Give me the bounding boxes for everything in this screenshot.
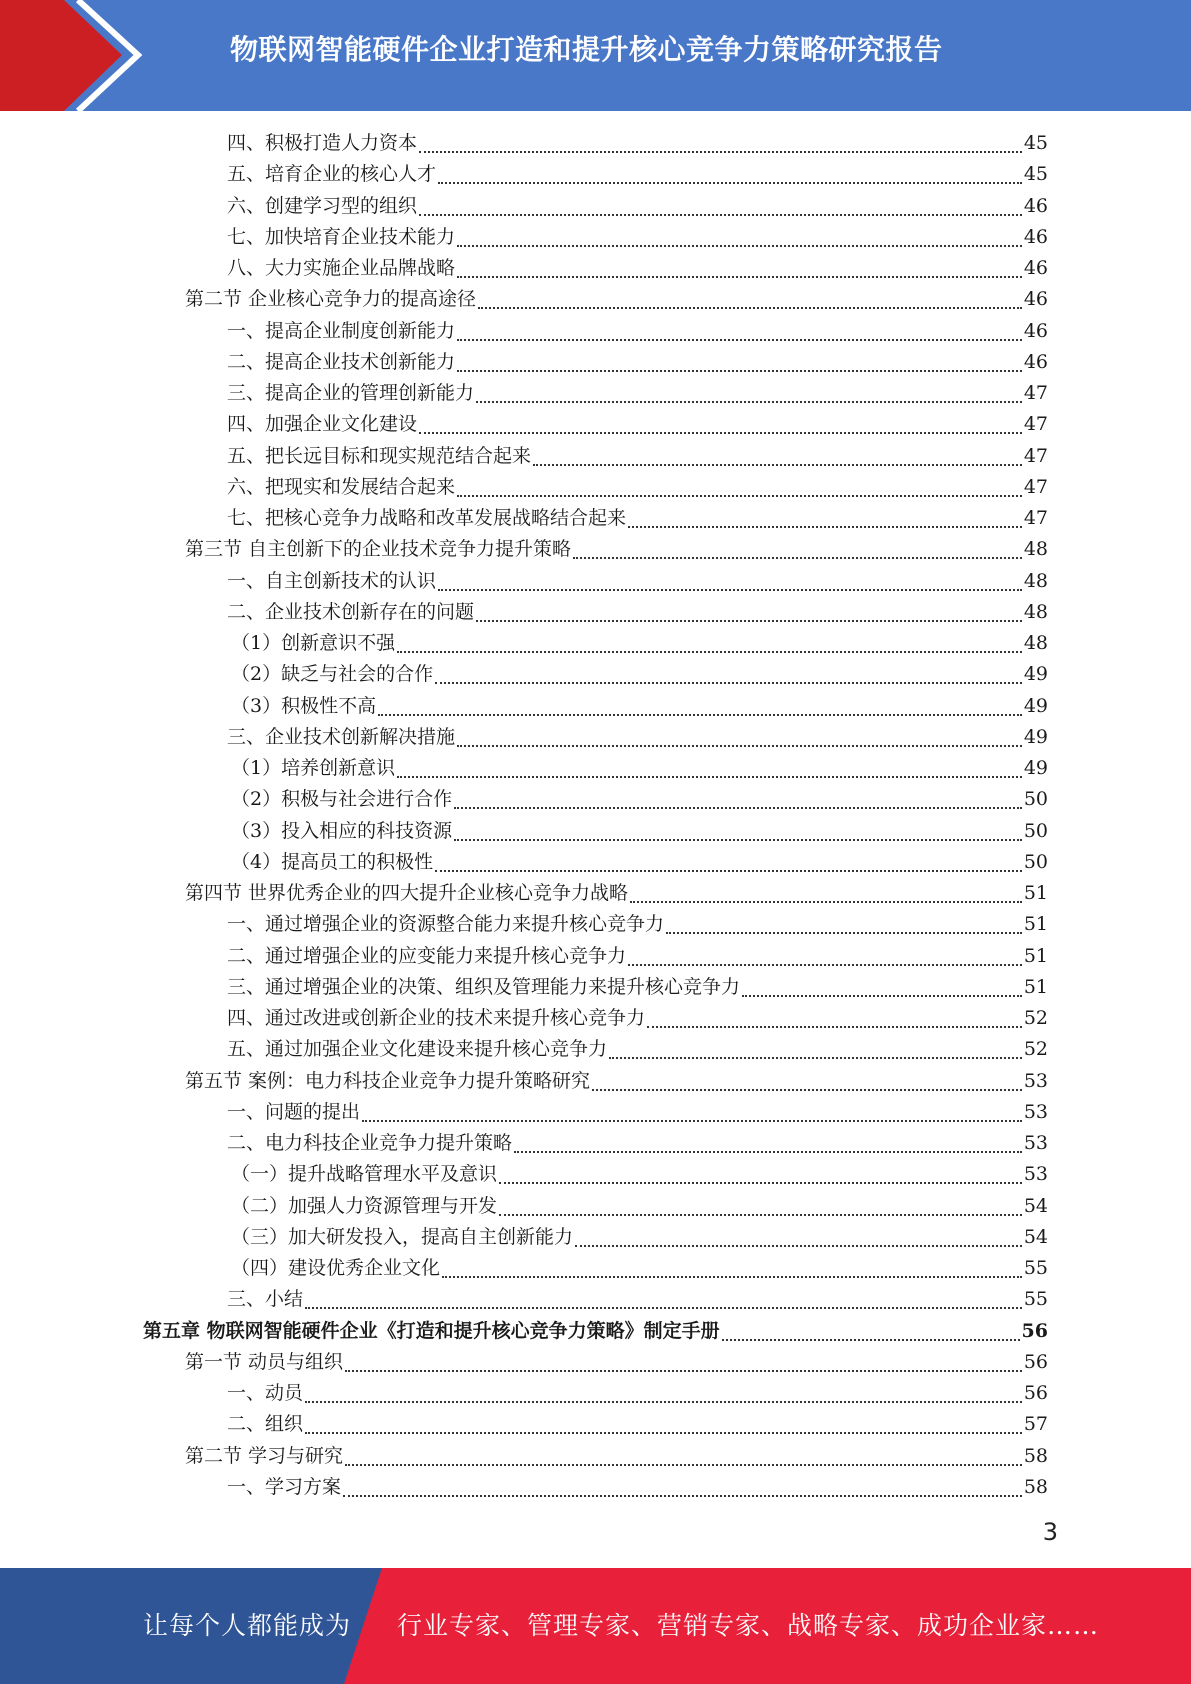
toc-dot-leader — [438, 182, 1022, 184]
toc-entry-title: （1）培养创新意识 — [231, 757, 396, 779]
toc-entry[interactable] — [227, 1097, 1048, 1128]
toc-entry-page: 48 — [1023, 601, 1048, 623]
toc-entry-title: 二、提高企业技术创新能力 — [227, 351, 456, 373]
toc-entry-page: 45 — [1023, 132, 1048, 154]
toc-entry-page: 48 — [1023, 538, 1048, 560]
toc-dot-leader — [628, 526, 1022, 528]
toc-entry[interactable] — [231, 816, 1048, 847]
toc-entry[interactable] — [227, 253, 1048, 284]
toc-entry[interactable] — [227, 316, 1048, 347]
toc-entry-page: 53 — [1023, 1163, 1048, 1185]
toc-entry-title: 七、加快培育企业技术能力 — [227, 226, 456, 248]
toc-entry[interactable] — [227, 597, 1048, 628]
toc-entry-title: 三、提高企业的管理创新能力 — [227, 382, 475, 404]
toc-entry-title: 第二节 企业核心竞争力的提高途径 — [185, 288, 477, 310]
toc-dot-leader — [457, 495, 1022, 497]
toc-entry-page: 58 — [1023, 1476, 1048, 1498]
toc-entry-page: 45 — [1023, 163, 1048, 185]
toc-entry[interactable] — [227, 1472, 1048, 1503]
toc-entry-title: 三、通过增强企业的决策、组织及管理能力来提升核心竞争力 — [227, 976, 741, 998]
page-number: 3 — [1042, 1518, 1058, 1546]
toc-dot-leader — [499, 1182, 1022, 1184]
toc-entry[interactable] — [231, 847, 1048, 878]
toc-dot-leader — [476, 401, 1022, 403]
toc-entry-title: 一、学习方案 — [227, 1476, 342, 1498]
toc-dot-leader — [305, 1307, 1022, 1309]
toc-entry-title: （一）提升战略管理水平及意识 — [231, 1163, 498, 1185]
toc-entry[interactable] — [227, 941, 1048, 972]
toc-entry-page: 51 — [1023, 913, 1048, 935]
toc-entry[interactable] — [227, 378, 1048, 409]
toc-entry-title: 二、组织 — [227, 1413, 304, 1435]
toc-entry-title: 第三节 自主创新下的企业技术竞争力提升策略 — [185, 538, 572, 560]
toc-entry-title: 五、把长远目标和现实规范结合起来 — [227, 445, 532, 467]
toc-entry-title: （1）创新意识不强 — [231, 632, 396, 654]
toc-entry-title: 三、企业技术创新解决措施 — [227, 726, 456, 748]
toc-entry[interactable] — [143, 1316, 1048, 1347]
toc-dot-leader — [419, 432, 1022, 434]
toc-entry-title: 四、通过改进或创新企业的技术来提升核心竞争力 — [227, 1007, 646, 1029]
toc-dot-leader — [419, 214, 1022, 216]
page-header — [0, 0, 1191, 111]
toc-dot-leader — [457, 245, 1022, 247]
toc-dot-leader — [575, 1245, 1022, 1247]
toc-entry-page: 47 — [1023, 382, 1048, 404]
toc-entry[interactable] — [227, 222, 1048, 253]
toc-entry-page: 46 — [1023, 320, 1048, 342]
toc-entry-title: 八、大力实施企业品牌战略 — [227, 257, 456, 279]
toc-entry-page: 52 — [1023, 1007, 1048, 1029]
toc-entry[interactable] — [231, 753, 1048, 784]
toc-entry-page: 51 — [1023, 882, 1048, 904]
toc-entry-page: 56 — [1023, 1382, 1048, 1404]
toc-dot-leader — [362, 1120, 1022, 1122]
toc-entry-page: 53 — [1023, 1070, 1048, 1092]
toc-entry-page: 57 — [1023, 1413, 1048, 1435]
toc-entry-title: （3）投入相应的科技资源 — [231, 820, 453, 842]
toc-entry-page: 47 — [1023, 445, 1048, 467]
toc-entry-title: （四）建设优秀企业文化 — [231, 1257, 441, 1279]
toc-dot-leader — [397, 776, 1022, 778]
toc-entry-title: 一、问题的提出 — [227, 1101, 361, 1123]
toc-dot-leader — [457, 745, 1022, 747]
toc-dot-leader — [573, 557, 1022, 559]
toc-entry[interactable] — [231, 1253, 1048, 1284]
toc-entry-page: 48 — [1023, 570, 1048, 592]
toc-entry-page: 51 — [1023, 945, 1048, 967]
toc-dot-leader — [476, 620, 1022, 622]
toc-entry[interactable] — [185, 534, 1048, 565]
toc-entry[interactable] — [227, 1409, 1048, 1440]
toc-entry-title: 第一节 动员与组织 — [185, 1351, 344, 1373]
toc-entry-page: 50 — [1023, 851, 1048, 873]
toc-entry[interactable] — [231, 1222, 1048, 1253]
toc-entry-page: 50 — [1023, 820, 1048, 842]
toc-entry-title: （3）积极性不高 — [231, 695, 377, 717]
toc-entry-title: 一、动员 — [227, 1382, 304, 1404]
toc-dot-leader — [457, 276, 1022, 278]
toc-entry[interactable] — [227, 441, 1048, 472]
toc-entry-title: （2）积极与社会进行合作 — [231, 788, 453, 810]
toc-entry-page: 49 — [1023, 695, 1048, 717]
toc-dot-leader — [397, 651, 1022, 653]
footer-slogan-left: 让每个人都能成为 — [143, 1611, 352, 1640]
toc-dot-leader — [343, 1495, 1022, 1497]
toc-entry-page: 58 — [1023, 1445, 1048, 1467]
toc-entry-page: 53 — [1023, 1132, 1048, 1154]
toc-entry-page: 46 — [1023, 226, 1048, 248]
toc-dot-leader — [533, 464, 1022, 466]
toc-entry-title: （2）缺乏与社会的合作 — [231, 663, 434, 685]
page-footer — [0, 1568, 1191, 1684]
toc-entry-title: 一、通过增强企业的资源整合能力来提升核心竞争力 — [227, 913, 665, 935]
toc-entry-title: 第二节 学习与研究 — [185, 1445, 344, 1467]
toc-entry-page: 48 — [1023, 632, 1048, 654]
toc-entry[interactable] — [227, 1128, 1048, 1159]
toc-entry[interactable] — [185, 1441, 1048, 1472]
toc-entry[interactable] — [227, 347, 1048, 378]
toc-dot-leader — [592, 1089, 1022, 1091]
toc-entry-page: 55 — [1023, 1288, 1048, 1310]
toc-entry-title: 六、创建学习型的组织 — [227, 195, 418, 217]
toc-entry-page: 46 — [1023, 351, 1048, 373]
toc-entry-title: 第五节 案例：电力科技企业竞争力提升策略研究 — [185, 1070, 591, 1092]
toc-entry-title: 一、提高企业制度创新能力 — [227, 320, 456, 342]
toc-dot-leader — [499, 1214, 1022, 1216]
toc-entry-title: 四、积极打造人力资本 — [227, 132, 418, 154]
toc-dot-leader — [628, 964, 1022, 966]
toc-dot-leader — [742, 995, 1022, 997]
toc-entry[interactable] — [227, 566, 1048, 597]
toc-entry[interactable] — [227, 503, 1048, 534]
toc-entry-title: 七、把核心竞争力战略和改革发展战略结合起来 — [227, 507, 627, 529]
toc-entry[interactable] — [185, 1347, 1048, 1378]
toc-entry-page: 47 — [1023, 413, 1048, 435]
toc-dot-leader — [435, 682, 1022, 684]
toc-dot-leader — [438, 589, 1022, 591]
toc-entry[interactable] — [227, 1034, 1048, 1065]
red-chevron-shape — [0, 0, 160, 111]
toc-dot-leader — [435, 870, 1022, 872]
toc-entry-title: 第四节 世界优秀企业的四大提升企业核心竞争力战略 — [185, 882, 629, 904]
toc-dot-leader — [722, 1339, 1020, 1341]
toc-entry[interactable] — [227, 159, 1048, 190]
toc-entry[interactable] — [231, 659, 1048, 690]
toc-entry[interactable] — [227, 972, 1048, 1003]
toc-entry-page: 51 — [1023, 976, 1048, 998]
toc-entry-page: 53 — [1023, 1101, 1048, 1123]
toc-entry-title: 六、把现实和发展结合起来 — [227, 476, 456, 498]
toc-entry-title: 二、电力科技企业竞争力提升策略 — [227, 1132, 513, 1154]
toc-entry-title: 二、企业技术创新存在的问题 — [227, 601, 475, 623]
toc-entry-page: 56 — [1023, 1351, 1048, 1373]
toc-entry[interactable] — [227, 472, 1048, 503]
toc-entry-page: 49 — [1023, 663, 1048, 685]
toc-entry[interactable] — [227, 191, 1048, 222]
toc-entry-page: 52 — [1023, 1038, 1048, 1060]
toc-entry-page: 49 — [1023, 726, 1048, 748]
toc-entry[interactable] — [231, 1159, 1048, 1190]
toc-dot-leader — [345, 1370, 1022, 1372]
toc-dot-leader — [666, 932, 1022, 934]
report-title: 物联网智能硬件企业打造和提升核心竞争力策略研究报告 — [230, 33, 943, 66]
toc-dot-leader — [454, 839, 1022, 841]
toc-dot-leader — [378, 714, 1022, 716]
toc-dot-leader — [457, 339, 1022, 341]
toc-entry-page: 55 — [1023, 1257, 1048, 1279]
toc-entry-page: 47 — [1023, 476, 1048, 498]
toc-entry-title: （4）提高员工的积极性 — [231, 851, 434, 873]
toc-entry[interactable] — [185, 878, 1048, 909]
toc-entry[interactable] — [227, 1378, 1048, 1409]
toc-entry-page: 49 — [1023, 757, 1048, 779]
toc-entry[interactable] — [185, 1066, 1048, 1097]
toc-entry[interactable] — [231, 1191, 1048, 1222]
toc-dot-leader — [647, 1026, 1022, 1028]
toc-entry-title: 五、培育企业的核心人才 — [227, 163, 437, 185]
toc-entry-page: 47 — [1023, 507, 1048, 529]
toc-dot-leader — [419, 151, 1022, 153]
toc-dot-leader — [457, 370, 1022, 372]
toc-dot-leader — [514, 1151, 1022, 1153]
toc-entry[interactable] — [227, 1284, 1048, 1315]
toc-entry[interactable] — [231, 784, 1048, 815]
footer-slogan-right: 行业专家、管理专家、营销专家、战略专家、成功企业家…… — [397, 1611, 1100, 1640]
toc-entry-title: 一、自主创新技术的认识 — [227, 570, 437, 592]
toc-entry-title: 五、通过加强企业文化建设来提升核心竞争力 — [227, 1038, 608, 1060]
toc-dot-leader — [630, 901, 1022, 903]
toc-entry-page: 46 — [1023, 257, 1048, 279]
toc-entry-page: 46 — [1023, 288, 1048, 310]
toc-dot-leader — [305, 1401, 1022, 1403]
toc-entry[interactable] — [227, 128, 1048, 159]
toc-entry-page: 54 — [1023, 1195, 1048, 1217]
toc-entry-title: 四、加强企业文化建设 — [227, 413, 418, 435]
toc-entry-page: 50 — [1023, 788, 1048, 810]
toc-dot-leader — [345, 1464, 1022, 1466]
toc-dot-leader — [305, 1432, 1022, 1434]
toc-entry-page: 56 — [1021, 1320, 1048, 1342]
toc-entry-title: 二、通过增强企业的应变能力来提升核心竞争力 — [227, 945, 627, 967]
toc-entry[interactable] — [227, 909, 1048, 940]
toc-entry-title: （二）加强人力资源管理与开发 — [231, 1195, 498, 1217]
toc-dot-leader — [442, 1276, 1022, 1278]
toc-dot-leader — [609, 1057, 1022, 1059]
toc-entry[interactable] — [185, 284, 1048, 315]
toc-entry-page: 46 — [1023, 195, 1048, 217]
toc-entry[interactable] — [227, 1003, 1048, 1034]
toc-entry-page: 54 — [1023, 1226, 1048, 1248]
toc-entry-title: 三、小结 — [227, 1288, 304, 1310]
toc-dot-leader — [454, 807, 1022, 809]
toc-entry[interactable] — [231, 628, 1048, 659]
toc-dot-leader — [478, 307, 1022, 309]
toc-entry-title: 第五章 物联网智能硬件企业《打造和提升核心竞争力策略》制定手册 — [143, 1320, 720, 1342]
toc-entry[interactable] — [227, 409, 1048, 440]
toc-entry[interactable] — [227, 722, 1048, 753]
toc-entry-title: （三）加大研发投入，提高自主创新能力 — [231, 1226, 574, 1248]
toc-entry[interactable] — [231, 691, 1048, 722]
